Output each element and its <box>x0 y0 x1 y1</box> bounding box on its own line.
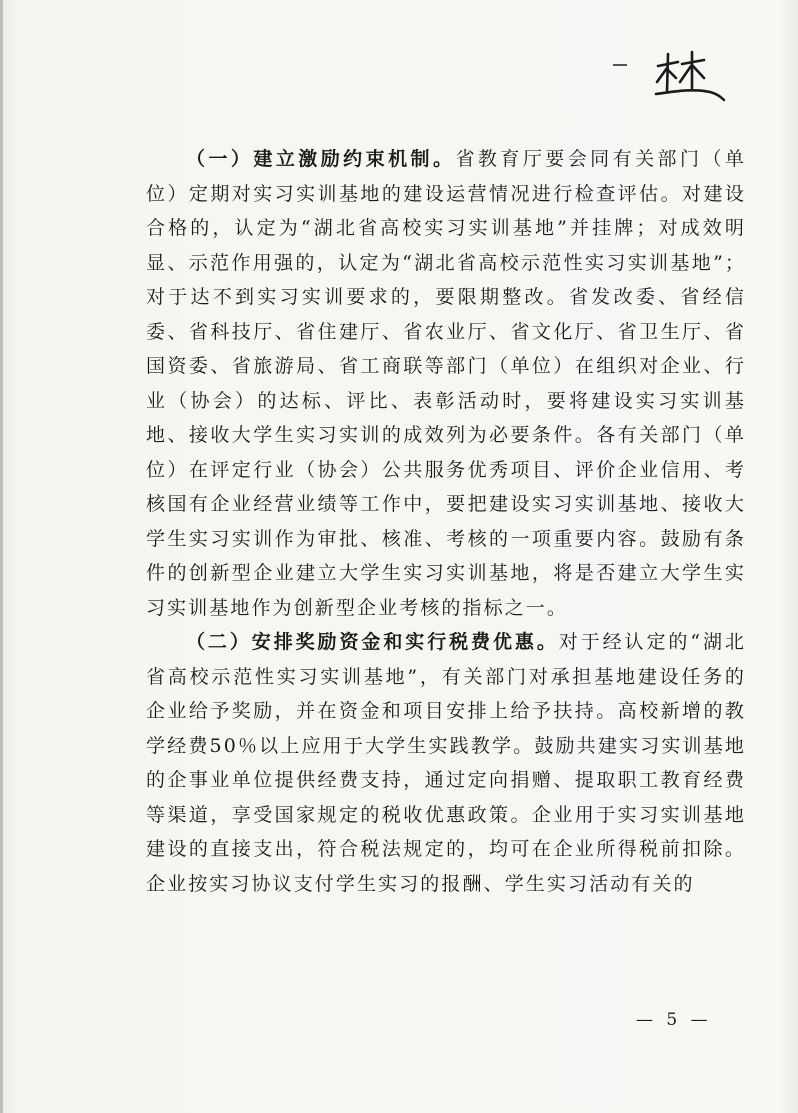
paragraph-1 <box>146 142 746 625</box>
pen-dash-mark <box>613 64 627 66</box>
paragraph-1-heading: （一）建立激励约束机制。 <box>186 148 456 170</box>
handwritten-signature-mark <box>652 48 732 108</box>
paragraph-2 <box>146 625 746 901</box>
paragraph-1-body: 省教育厅要会同有关部门（单位）定期对实习实训基地的建设运营情况进行检查评估。对建设合格的，认定为“湖北省高校实习实训基地”并挂牌；对成效明显、示范作用强的，认定为“湖北省高校示范性实习实训基地”；对于达不到实习实训要求的，要限期整改。省发改委、省经信委、省科技厅、省住建厅、省农业厅、省文化厅、省卫生厅、省国资委、省旅游局、省工商联等部门（单位）在组织对企业、行业（协会）的达标、评比、表彰活动时，要将建设实习实训基地、接收大学生实习实训的成效列为必要条件。各有关部门（单位）在评定行业（协会）公共服务优秀项目、评价企业信用、考核国有企业经营业绩等工作中，要把建设实习实训基地、接收大学生实习实训作为审批、核准、考核的一项重要内容。鼓励有条件的创新型企业建立大学生实习实训基地，将是否建立大学生实习实训基地作为创新型企业考核的指标之一。 <box>146 148 746 619</box>
scan-edge <box>0 0 3 1113</box>
paragraph-2-body: 对于经认定的“湖北省高校示范性实习实训基地”，有关部门对承担基地建设任务的企业给予奖励，并在资金和项目安排上给予扶持。高校新增的教学经费50％以上应用于大学生实践教学。鼓励共建实习实训基地的企事业单位提供经费支持，通过定向捐赠、提取职工教育经费等渠道，享受国家规定的税收优惠政策。企业用于实习实训基地建设的直接支出，符合税法规定的，均可在企业所得税前扣除。企业按实习协议支付学生实习的报酬、学生实习活动有关的 <box>146 631 746 895</box>
page-number: — 5 — <box>636 1010 712 1030</box>
document-body <box>146 142 746 901</box>
paragraph-2-heading: （二）安排奖励资金和实行税费优惠。 <box>186 631 559 653</box>
